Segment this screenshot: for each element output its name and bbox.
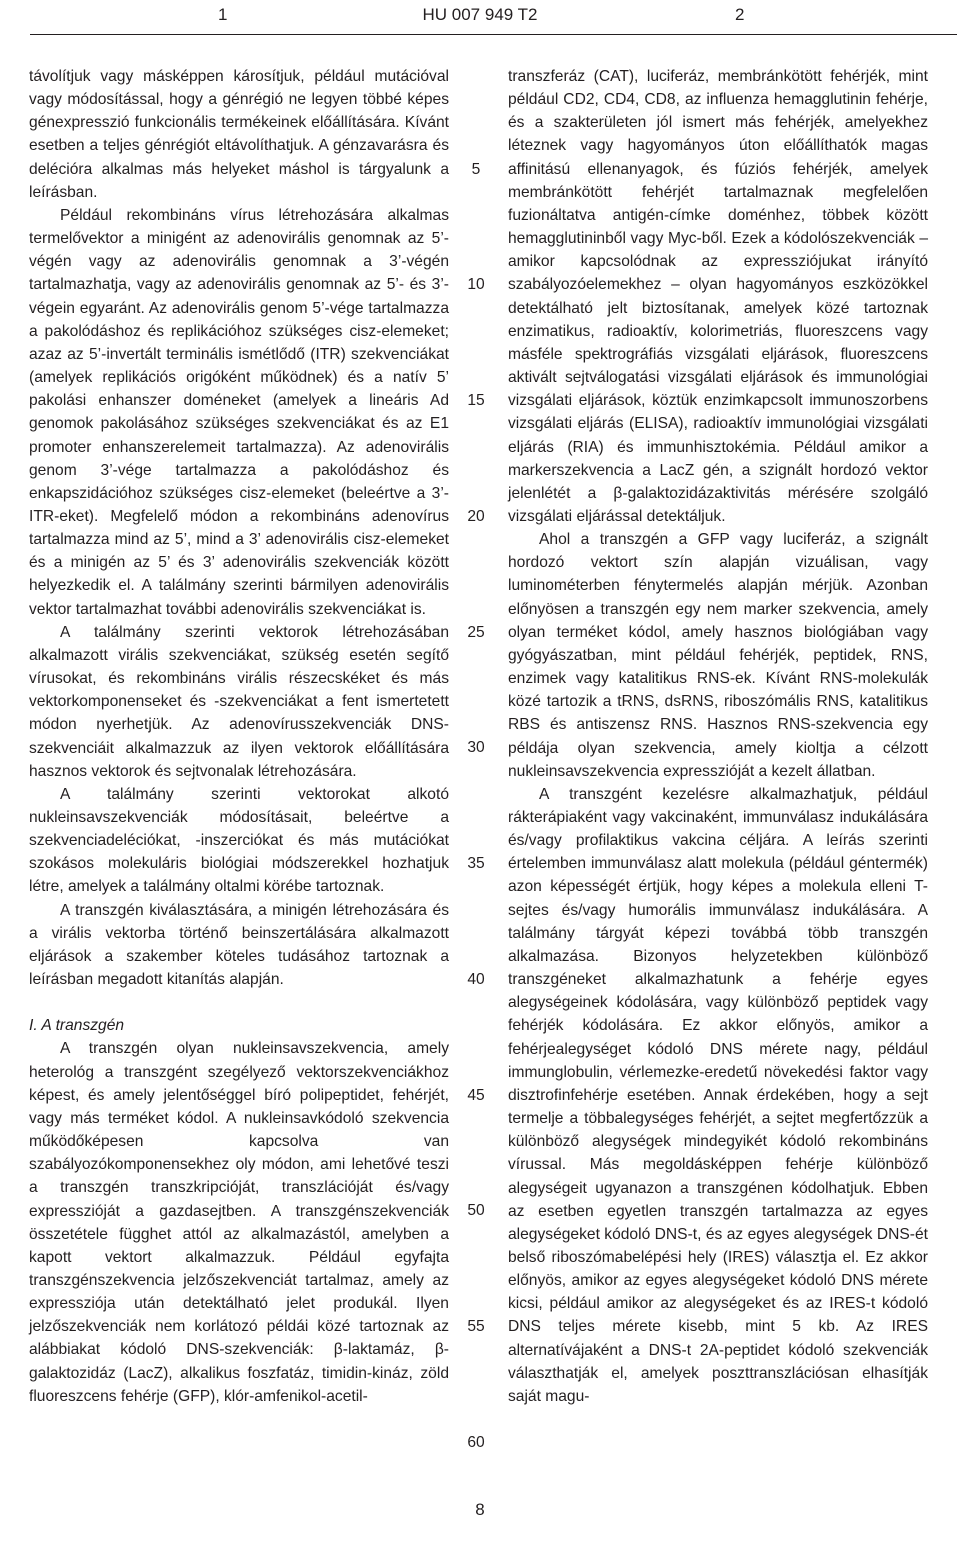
- line-number: 45: [467, 1086, 485, 1104]
- section-heading: I. A transzgén: [29, 1017, 125, 1035]
- line-number: 35: [467, 855, 485, 873]
- left-paragraph-1: távolítjuk vagy másképpen károsítjuk, például mutációval vagy módosítással, hogy a génrégió ne legyen többé képes génexpresszió funkcionális termékeinek előállítására. Kívánt esetben a teljes génrégiót eltávolíthatjuk. A génzavarásra és delécióra alkalmas más helyeket máshol is tárgyalunk a leírásban.: [29, 68, 449, 201]
- line-number: 10: [467, 276, 485, 294]
- left-paragraph-5: A transzgén kiválasztására, a minigén létrehozására és a virális vektorba történő beinszertálására alkalmazott eljárások a szakember köteles tudásához tartoznak a leírásban megadott kitanítás alapján.: [29, 901, 449, 989]
- right-paragraph-3: A transzgént kezelésre alkalmazhatjuk, például rákterápiaként vagy vakcinaként, immunválasz indukálására és/vagy profilaktikus vakcina céljára. A leírás szerinti értelemben immunválasz alatt molekula (például géntermék) azon képességét értjük, hogy képes a molekula elleni T-sejtes és/vagy humorális immunválasz indukálására. A találmány tárgyát képezi továbbá több transzgén alkalmazása. Bizonyos helyzetekben különböző transzgéneket alkalmazhatunk a fehérje egyes alegységeinek kódolására, vagy különböző peptidek vagy fehérjék kódolására. Ez akkor előnyös, amikor a fehérjealegységet kódoló DNS mérete nagy, például immunglobulin, vérlemezke-eredetű növekedési faktor vagy disztrofinfehérje esetében. Annak érdekében, hogy a sejt termelje a többalegységes fehérjét, a sejtet megfertőzzük a különböző alegységek mindegyikét kódoló rekombináns vírussal. Más megoldásképpen fehérje különböző alegységeit ugyanazon a transzgénen kódolhatjuk. Ebben az esetben egyetlen transzgén tartalmazza az egyes alegységeket kódoló DNS-t, és az egyes alegységek DNS-ét belső riboszómabelépési hely (IRES) választja el. Ez akkor előnyös, amikor az egyes alegységeket kódoló DNS mérete kicsi, például amikor az alegységeket és az IRES-t kódoló DNS teljes mérete kisebb, mint 5 kb. Az IRES alternatívájaként a DNS-t 2A-peptidet kódoló szekvenciák választhatják el, amelyek poszttranszlációsan elhasítják saját magu-: [508, 785, 928, 1405]
- line-number: 50: [467, 1202, 485, 1220]
- line-number: 25: [467, 623, 485, 641]
- line-number: 60: [467, 1433, 485, 1451]
- line-number: 30: [467, 739, 485, 757]
- right-paragraph-1: transzferáz (CAT), luciferáz, membránkötött fehérjék, mint például CD2, CD4, CD8, az influenza hemagglutinin fehérje, és a szakterületen jól ismert más fehérjék, amelyekhez léteznek vagy hagyományos úton előállíthatók magas affinitású ellenanyagok, és fúziós fehérjék, amelyek membránkötött fehérjét tartalmaznak megfelelően fuzionáltatva antigén-címke doménhez, többek között hemagglutininből vagy Myc-ből. Ezek a kódolószekvenciák – amikor kapcsolódnak az expressziójukat irányító szabályozóelemekhez – olyan hagyományos eszközökkel detektálható jelt biztosítanak, amelyek közé tartoznak enzimatikus, radioaktív, kolorimetriás, fluoreszcens vagy másféle spektrográfiás vizsgálati eljárások, fluoreszcens aktivált sejtválogatási vizsgálati eljárások és immunológiai vizsgálati eljárások, köztük enzimkapcsolt immunoszorbens vizsgálati eljárás (ELISA), radioaktív immunológiai vizsgálati eljárás (RIA) és immunhisztokémia. Például amikor a markerszekvencia a LacZ gén, a szignált hordozó vektor jelenlétét a β-galaktozidázaktivitás mérésére szolgáló vizsgálati eljárással detektáljuk.: [508, 68, 928, 525]
- line-number: 15: [467, 392, 485, 410]
- left-column: [29, 65, 449, 1408]
- right-column: [508, 65, 928, 1408]
- line-number: 5: [471, 160, 481, 178]
- line-number: 40: [467, 970, 485, 988]
- header-doc-id: HU 007 949 T2: [422, 5, 538, 24]
- line-number: 55: [467, 1318, 485, 1336]
- footer-page-number: 8: [475, 1500, 485, 1519]
- left-paragraph-2: Például rekombináns vírus létrehozására alkalmas termelővektor a minigént az adenovirális genomnak az 5’-végén vagy az adenovirális genomnak a 3’-végén tartalmazhatja, vagy az adenovirális genomnak az 5’- és 3’-végein egyaránt. Az adenovirális genom 5’-vége tartalmazza a pakolódáshoz és replikációhoz szükséges cisz-elemeket; azaz az 5’-invertált terminális ismétlődő (ITR) szekvenciákat (amelyek replikációs origóként működnek) és a natív 5’ pakolási enhanszer doméneket (amelyek a lineáris Ad genomok pakolásához szükséges szekvenciákat és az E1 promoter enhanszerelemeit tartalmazza). Az adenovirális genom 3’-vége tartalmazza a pakolódáshoz és enkapszidációhoz szükséges cisz-elemeket (beleértve a 3’-ITR-eket). Megfelelő módon a rekombináns adenovírus tartalmazza mind az 5’, mind a 3’ adenovirális cisz-elemeket és a minigén az 5’ és 3’ adenovirális szekvenciák között helyezkedik el. A találmány szerinti bármilyen adenovirális vektor tartalmazhat további adenovirális szekvenciákat is.: [29, 206, 449, 618]
- header-page-left: 1: [218, 5, 228, 24]
- header-rule: [30, 34, 957, 35]
- header-page-right: 2: [735, 5, 745, 24]
- line-number: 20: [467, 507, 485, 525]
- left-paragraph-4: A találmány szerinti vektorokat alkotó nukleinsavszekvenciák módosításait, beleértve a szekvenciadeléciókat, -inszerciókat és más mutációkat szokásos molekuláris biológiai módszerekkel hozhatjuk létre, amelyek a találmány oltalmi körébe tartoznak.: [29, 785, 449, 896]
- left-paragraph-3: A találmány szerinti vektorok létrehozásában alkalmazott virális szekvenciákat, szükség esetén segítő vírusokat, és rekombináns virális részecskéket és más vektorkomponenseket és -szekvenciákat a fent ismertetett módon nyerhetjük. Az adenovírusszekvenciák DNS-szekvenciáit alkalmazzuk az ilyen vektorok előállítására hasznos vektorok és sejtvonalak létrehozására.: [29, 623, 449, 780]
- right-paragraph-2: Ahol a transzgén a GFP vagy luciferáz, a szignált hordozó vektort szín alapján vizuálisan, vagy luminométerben fénytermelés alapján mérjük. Azonban előnyösen a transzgén egy nem marker szekvencia, amely olyan terméket kódol, amely hasznos biológiában vagy gyógyászatban, mint például fehérjék, peptidek, RNS, enzimek vagy katalitikus RNS-ek. Kívánt RNS-molekulák közé tartozik a tRNS, dsRNS, riboszómális RNS, katalitikus RBS és antiszensz RNS. Hasznos RNS-szekvencia egy példája olyan szekvencia, amely kioltja a célzott nukleinsavszekvencia expresszióját a kezelt állatban.: [508, 531, 928, 780]
- left-paragraph-6: A transzgén olyan nukleinsavszekvencia, amely heterológ a transzgént szegélyező vektorszekvenciákhoz képest, és amely jelentőséggel bíró polipeptidet, fehérjét, vagy más terméket kódol. A nukleinsavkódoló szekvencia működőképesen kapcsolva van szabályozókomponensekhez oly módon, ami lehetővé teszi a transzgén transzkripcióját, transzlációját és/vagy expresszióját a gazdasejtben. A transzgénszekvenciák összetétele függhet attól az alkalmazástól, amelyben a kapott vektort alkalmazzuk. Például egyfajta transzgénszekvencia jelzőszekvenciát tartalmaz, amely az expressziója után detektálható jelet produkál. Ilyen jelzőszekvenciák nem korlátozó példái közé tartoznak az alábbiakat kódoló DNS-szekvenciák: β-laktamáz, β-galaktozidáz (LacZ), alkalikus foszfatáz, timidin-kináz, zöld fluoreszcens fehérje (GFP), klór-amfenikol-acetil-: [29, 1040, 449, 1405]
